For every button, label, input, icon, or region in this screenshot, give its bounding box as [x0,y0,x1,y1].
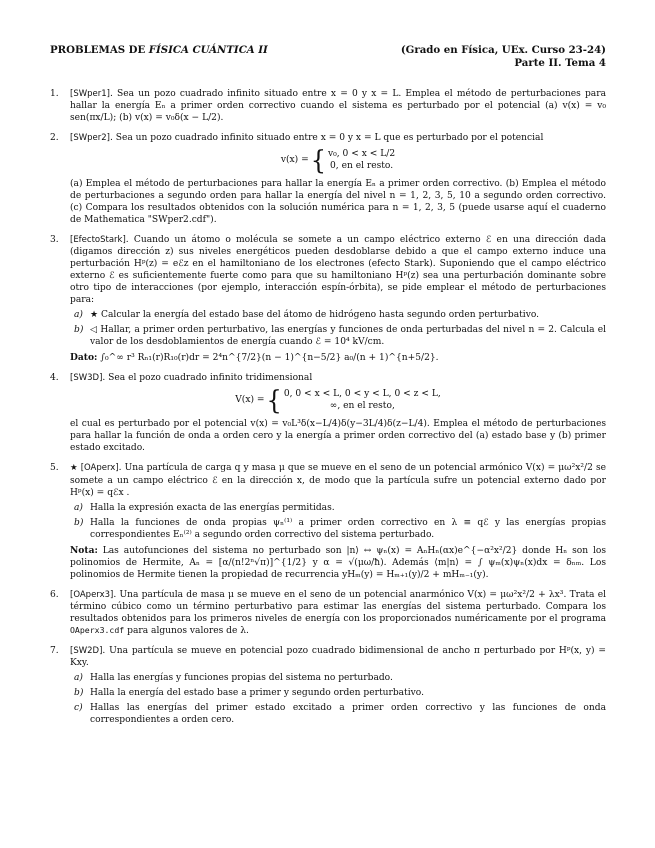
part-label: Parte II. Tema 4 [514,56,606,69]
problem-text: . Sea un pozo cuadrado infinito situado entre x = 0 y x = L. Emplea el método de perturbaciones para hallar la energía Eₙ a primer orden correctivo cuando el sistema es perturbado por el potencial (a) v(x) = v₀ sen(πx/L); (b) v(x) = v₀δ(x − L/2). [70,88,606,123]
equation-lhs: v(x) = [280,154,309,165]
note-text: Las autofunciones del sistema no perturbado son |n⟩ ↔ ψₙ(x) = AₙHₙ(αx)e^{−α²x²/2} donde Hₙ son los polinomios de Hermite, Aₙ = [α/(n!2ⁿ√π)]^{1/2} y α = √(μω/ħ). Además ⟨m|n⟩ = ∫ ψₘ(x)ψₙ(x)dx = δₙₘ. Los polinomios de Hermite tienen la propiedad de recurrencia yHₘ(y) = Hₘ₊₁(y)/2 + mHₘ₋₁(y). [70,545,606,580]
subquestion-c [70,702,606,726]
subquestion-a [70,672,606,684]
note-label: Nota: [70,544,98,556]
problem-tag: [SW3D] [70,373,103,384]
problem-tag: [SW2D] [70,645,103,656]
problem-1 [50,88,606,124]
problem-number: 1. [50,88,59,99]
subquestion-label: b) [74,325,84,336]
problem-text: . Cuando un átomo o molécula se somete a un campo eléctrico externo ℰ en una dirección dada (digamos dirección z) sus niveles energéticos pueden desdoblarse debido a que el campo externo induce una perturbación Hᵖ(z) = eℰz en el hamiltoniano de los electrones (efecto Stark). Suponiendo que el campo eléctrico externo ℰ es suficientemente fuerte como para que su hamiltoniano Hᵖ(z) sea una perturbación dominante sobre otro tipo de interacciones (por ejemplo, interacción espín-órbita), se pide emplear el método de perturbaciones para: [70,234,606,306]
subquestion-text: ◁ Hallar, a primer orden perturbativo, las energías y funciones de onda perturbadas del nivel n = 2. Calcula el valor de los desdoblamientos de energía cuando ℰ = 10⁴ kV/cm. [90,325,606,348]
problem-tag: ★ [OAperx] [70,463,119,474]
problem-text: . Una partícula se mueve en potencial pozo cuadrado bidimensional de ancho π perturbado por Hᵖ(x, y) = Kxy. [70,645,606,669]
subquestion-text: Halla la expresión exacta de las energías permitidas. [90,502,335,513]
problem-2 [50,132,606,226]
problem-3 [50,234,606,364]
problem-number: 2. [50,132,59,143]
problem-text-continued: el cual es perturbado por el potencial v(x) = v₀L³δ(x−L/4)δ(y−3L/4)δ(z−L/4). Emplea el método de perturbaciones para hallar la función de onda a orden cero y la energía a primer orden correctivo del (a) estado base y (b) primer estado excitado. [70,419,606,454]
problem-text-continued: (a) Emplea el método de perturbaciones para hallar la energía Eₙ a primer orden correctivo. (b) Emplea el método de perturbaciones a segundo orden para hallar la energía del nivel n = 1, 2, 3, 5, 10 a segundo orden correctivo. (c) Compara los resultados obtenidos con la solución numérica para n = 1, 2, 3, 5 (puede usarse aquí el cuaderno de Mathematica "SWper2.cdf"). [70,178,606,225]
subquestion-text: Halla la funciones de onda propias ψₙ⁽¹⁾ a primer orden correctivo en λ ≡ qℰ y las energías propias correspondientes Eₙ⁽²⁾ a segundo orden correctivo del sistema perturbado. [90,517,606,540]
equation-case: v₀, 0 < x < L/2 [327,148,396,159]
equation-cases [328,148,395,172]
equation-case: 0, 0 < x < L, 0 < y < L, 0 < z < L, [283,389,441,400]
problem-number: 6. [50,589,59,600]
brace-symbol: { [310,144,326,176]
subquestion-label: a) [74,673,83,684]
title-italic: FÍSICA CUÁNTICA II [148,44,268,56]
document-page [50,44,606,734]
problem-text: . Sea el pozo cuadrado infinito tridimensional [102,373,313,384]
course-label: (Grado en Física, UEx. Curso 23-24) [400,44,606,56]
problem-list [50,88,606,727]
brace-symbol: { [266,384,282,416]
subquestion-b [70,517,606,541]
data-label: Dato: [70,352,98,364]
problem-4 [50,372,606,454]
problem-text: . Una partícula de carga q y masa μ que se mueve en el seno de un potencial armónico V(x) = μω²x²/2 se somete a un campo eléctrico ℰ en la dirección x, de modo que la partícula sufre un potencial externo dado por Hᵖ(x) = qℰx . [70,463,606,498]
equation-lhs: V(x) = [235,395,265,406]
problem-tag: [EfectoStark] [70,234,126,245]
subquestion-b [70,324,606,348]
problem-5 [50,462,606,580]
subquestion-text: Halla la energía del estado base a primer y segundo orden perturbativo. [90,688,424,699]
subquestion-a [70,502,606,514]
problem-number: 3. [50,234,59,245]
subquestion-label: b) [74,688,84,699]
subquestion-b [70,687,606,699]
program-filename: OAperx3.cdf [70,624,125,635]
title-prefix: PROBLEMAS DE [50,44,149,56]
subquestion-text: ★ Calcular la energía del estado base del átomo de hidrógeno hasta segundo orden perturbativo. [90,310,540,321]
problem-tag: [OAperx3] [70,589,114,600]
problem-7 [50,645,606,726]
hint-note [70,545,606,581]
problem-number: 5. [50,463,59,474]
equation-case: ∞, en el resto, [329,401,395,412]
problem-text: . Una partícula de masa μ se mueve en el seno de un potencial anarmónico V(x) = μω²x²/2 + λx³. Trata el término cúbico como un término perturbativo para estimar las energías del sistema perturbado. Compara los resultados obtenidos para los primeros niveles de energía con los proporcionados numéricamente por el programa [70,589,606,624]
problem-text: . Sea un pozo cuadrado infinito situado entre x = 0 y x = L que es perturbado por el potencial [109,132,544,143]
problem-tag: [SWper1] [70,88,110,99]
problem-text-tail: para algunos valores de λ. [124,625,249,636]
subquestion-label: b) [74,517,84,528]
subquestion-text: Hallas las energías del primer estado excitado a primer orden correctivo y las funciones de onda correspondientes a orden cero. [90,703,606,726]
problem-tag: [SWper2] [70,132,110,143]
problem-6 [50,589,606,637]
piecewise-equation [70,144,606,176]
subquestion-text: Halla las energías y funciones propias del sistema no perturbado. [90,673,393,684]
piecewise-equation [70,384,606,416]
subquestion-label: c) [74,703,83,714]
course-info [401,44,606,70]
equation-case: 0, en el resto. [330,160,394,171]
subquestion-label: a) [74,310,83,321]
subquestion-label: a) [74,502,83,513]
problem-number: 4. [50,373,59,384]
equation-cases [284,388,441,412]
document-title [50,44,268,70]
subquestion-a [70,309,606,321]
data-note [70,352,606,364]
problem-number: 7. [50,645,59,656]
page-header [50,44,606,70]
data-text: ∫₀^∞ r³ Rₙ₁(r)R₁₀(r)dr = 2⁴n^{7/2}(n − 1)^{n−5/2} a₀/(n + 1)^{n+5/2}. [97,353,439,364]
